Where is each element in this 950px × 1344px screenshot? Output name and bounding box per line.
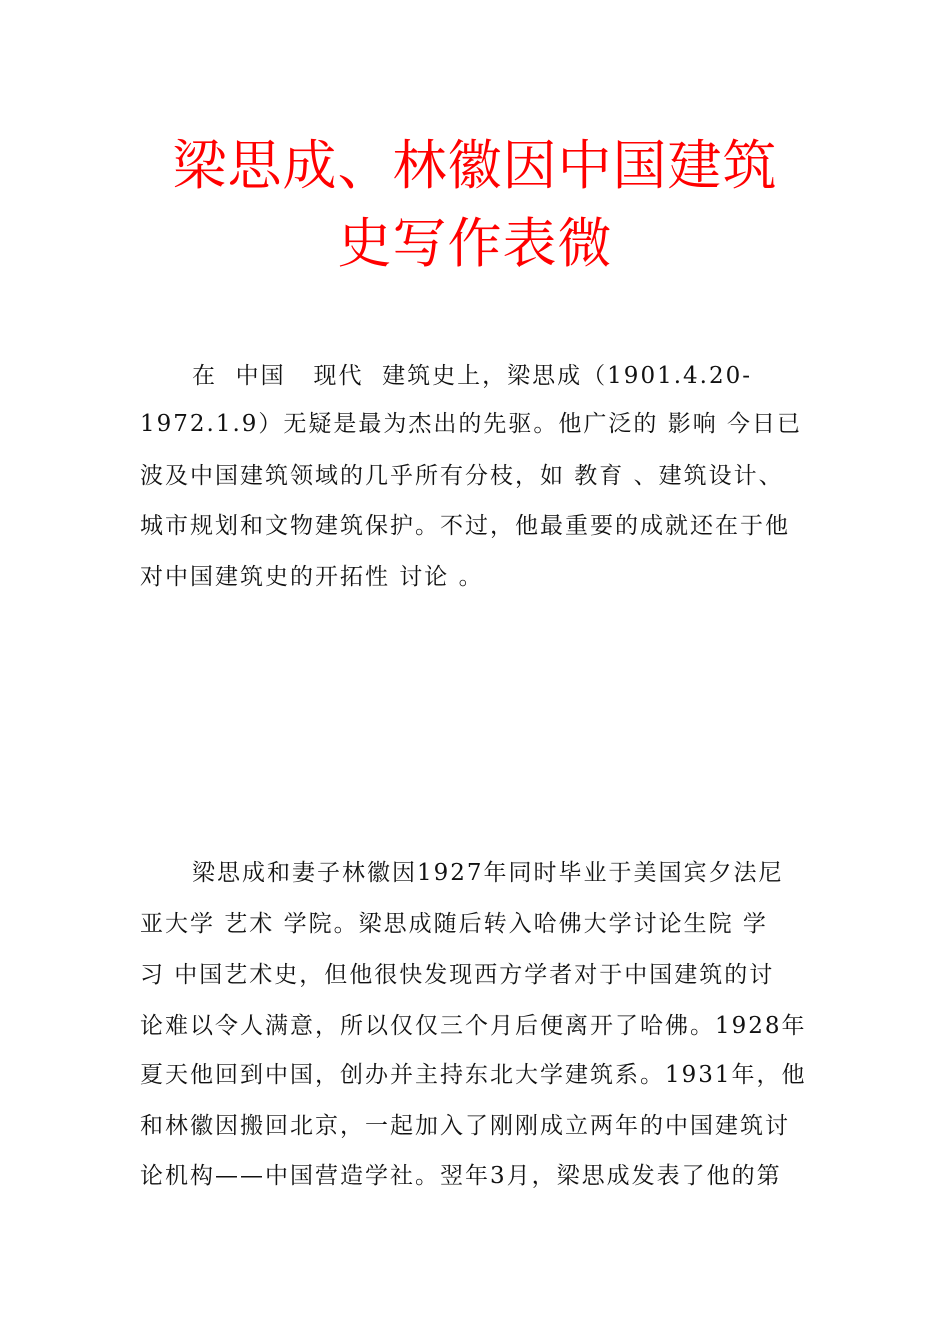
paragraph-2-line-3: 习 中国艺术史，但他很快发现西方学者对于中国建筑的讨 (140, 962, 775, 988)
paragraph-1-line-2: 1972.1.9）无疑是最为杰出的先驱。他广泛的 影响 今日已 (140, 411, 803, 437)
paragraph-2-line-2: 亚大学 艺术 学院。梁思成随后转入哈佛大学讨论生院 学 (140, 911, 768, 937)
paragraph-2-line-7: 论机构——中国营造学社。翌年3月，梁思成发表了他的第 (140, 1163, 782, 1189)
paragraph-1-line-5: 对中国建筑史的开拓性 讨论 。 (140, 564, 484, 590)
paragraph-1-line-4: 城市规划和文物建筑保护。不过，他最重要的成就还在于他 (140, 513, 790, 539)
paragraph-2-line-1: 梁思成和妻子林徽因1927年同时毕业于美国宾夕法尼 (192, 860, 784, 886)
title-line-2: 史写作表微 (337, 212, 613, 275)
title-line-1: 梁思成、林徽因中国建筑 (172, 134, 778, 197)
paragraph-1-line-1: 在 中国 现代 建筑史上，梁思成（1901.4.20- (192, 363, 753, 389)
paragraph-1-line-3: 波及中国建筑领域的几乎所有分枝，如 教育 、建筑设计、 (140, 463, 784, 489)
paragraph-2-line-5: 夏天他回到中国，创办并主持东北大学建筑系。1931年，他 (140, 1062, 807, 1088)
paragraph-2-line-6: 和林徽因搬回北京，一起加入了刚刚成立两年的中国建筑讨 (140, 1113, 790, 1139)
paragraph-2-line-4: 论难以令人满意，所以仅仅三个月后便离开了哈佛。1928年 (140, 1013, 807, 1039)
